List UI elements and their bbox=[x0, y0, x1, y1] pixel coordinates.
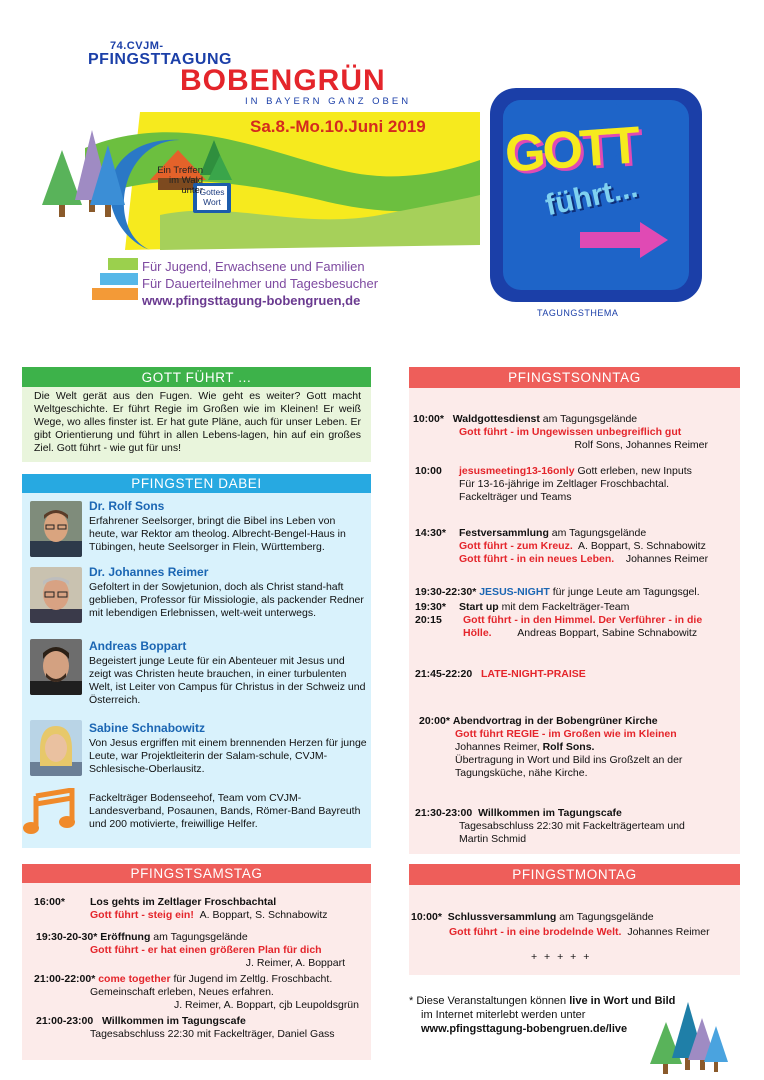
theme-label: TAGUNGSTHEMA bbox=[537, 308, 619, 318]
intro-title: GOTT FÜHRT ... bbox=[141, 369, 252, 385]
so-d1-rest: mit dem Fackelträger-Team bbox=[501, 601, 630, 613]
trees-icon bbox=[648, 992, 728, 1076]
sonntag-f bbox=[409, 715, 740, 780]
speaker-1-name: Dr. Rolf Sons bbox=[89, 499, 165, 513]
photo-rolf-sons bbox=[30, 501, 82, 557]
intro-header bbox=[22, 367, 371, 387]
theme-gott: GOTT bbox=[503, 116, 640, 184]
so-c-who1: A. Boppart, S. Schnabowitz bbox=[578, 540, 706, 552]
mo-a-red: Gott führt - in eine brodelnde Welt. bbox=[449, 926, 622, 938]
footnote-l2: im Internet miterlebt werden unter bbox=[421, 1009, 586, 1021]
so-d-line1 bbox=[409, 586, 740, 599]
sa-1-title: Los gehts im Zeltlager Froschbachtal bbox=[90, 896, 277, 908]
so-d-rest: für junge Leute am Tagungsgel. bbox=[552, 586, 700, 598]
header-edition: 74.CVJM- bbox=[110, 40, 164, 52]
so-d1-time: 19:30* bbox=[415, 601, 446, 613]
so-d2-l2 bbox=[409, 627, 740, 640]
header-subtitle: IN BAYERN GANZ OBEN bbox=[245, 96, 412, 107]
montag-header bbox=[409, 864, 740, 885]
so-a-time: 10:00* bbox=[413, 413, 444, 425]
stripe-blue bbox=[100, 273, 138, 285]
music-notes-icon bbox=[22, 788, 80, 836]
so-d2-time: 20:15 bbox=[415, 614, 442, 626]
sa-4-time: 21:00-23:00 bbox=[36, 1015, 94, 1027]
photo-sabine-schnabowitz bbox=[30, 720, 82, 776]
so-a-l3 bbox=[409, 439, 740, 452]
sa-2-red: Gott führt - er hat einen größeren Plan für dich bbox=[90, 944, 322, 956]
speakers-title: PFINGSTEN DABEI bbox=[131, 476, 262, 491]
so-e-time: 21:45-22:20 bbox=[415, 668, 473, 680]
speakers-header bbox=[22, 474, 371, 493]
footnote-l1a: * Diese Veranstaltungen können bbox=[409, 995, 567, 1007]
sa-1-who: A. Boppart, S. Schnabowitz bbox=[199, 909, 328, 921]
header-date: Sa.8.-Mo.10.Juni 2019 bbox=[250, 117, 426, 136]
samstag-header bbox=[22, 864, 371, 883]
speaker-1 bbox=[89, 500, 367, 554]
sonntag-c bbox=[409, 527, 740, 566]
so-f-title: Abendvortrag in der Bobengrüner Kirche bbox=[452, 715, 658, 727]
sa-3-rest: für Jugend im Zeltlg. Froschbacht. bbox=[173, 973, 333, 985]
tagline bbox=[145, 166, 203, 196]
sa-event-2 bbox=[22, 931, 371, 944]
sa-4-l2: Tagesabschluss 22:30 mit Fackelträger, Daniel Gass bbox=[90, 1028, 335, 1040]
theme-fuehrt: führt... bbox=[542, 170, 641, 223]
so-g-line1 bbox=[409, 807, 740, 820]
so-c-red2: Gott führt - in ein neues Leben. bbox=[459, 553, 615, 565]
so-d-title: JESUS-NIGHT bbox=[479, 586, 550, 598]
mo-a-l2 bbox=[409, 926, 740, 939]
so-a-title: Waldgottesdienst bbox=[452, 413, 540, 425]
bible-label-line2: Wort bbox=[203, 197, 221, 207]
so-a-l2 bbox=[409, 426, 740, 439]
so-d2-red2: Hölle. bbox=[463, 627, 492, 639]
so-d2 bbox=[409, 614, 740, 627]
samstag-title: PFINGSTSAMSTAG bbox=[130, 866, 263, 881]
montag-title: PFINGSTMONTAG bbox=[512, 867, 637, 882]
so-b-title: jesusmeeting13-16only bbox=[459, 465, 575, 477]
speaker-2-name: Dr. Johannes Reimer bbox=[89, 565, 209, 579]
so-d-time: 19:30-22:30* bbox=[415, 586, 477, 598]
sa-event-4 bbox=[22, 1015, 371, 1028]
montag-schedule bbox=[409, 911, 740, 964]
sa-event-2-line3 bbox=[22, 957, 371, 970]
sonntag-b bbox=[409, 465, 740, 504]
sa-event-2-line2 bbox=[22, 944, 371, 957]
tagline-line1: Ein Treffen bbox=[157, 165, 203, 176]
header-pfingsttagung: PFINGSTTAGUNG bbox=[88, 51, 232, 68]
sa-2-who: J. Reimer, A. Boppart bbox=[245, 957, 345, 969]
speaker-3 bbox=[89, 640, 367, 707]
sa-3-l2: Gemeinschaft erleben, Neues erfahren. bbox=[90, 986, 274, 998]
so-c-l3 bbox=[409, 553, 740, 566]
bible-label bbox=[197, 187, 227, 207]
mo-stars: + + + + + bbox=[531, 951, 592, 963]
speaker-1-text: Erfahrener Seelsorger, bringt die Bibel ins Leben von heute, war Rektor am theolog. Albrecht-Bengel-Haus in Tübingen, heute Seelsorger in Flein, Württemberg. bbox=[89, 515, 346, 553]
so-a-place: am Tagungsgelände bbox=[542, 413, 638, 425]
sonntag-e bbox=[409, 668, 740, 681]
so-a-who: Rolf Sons, Johannes Reimer bbox=[574, 439, 708, 451]
header-bobengruen: BOBENGRÜN bbox=[180, 64, 386, 97]
so-f-l5: Tagungsküche, nähe Kirche. bbox=[455, 767, 588, 779]
photo-andreas-boppart bbox=[30, 639, 82, 695]
so-g-l3: Martin Schmid bbox=[459, 833, 527, 845]
sa-3-title: come together bbox=[98, 973, 171, 985]
stripe-green bbox=[108, 258, 138, 270]
header-line-audience: Für Jugend, Erwachsene und Familien bbox=[142, 259, 365, 274]
sa-event-4-line2 bbox=[22, 1028, 371, 1041]
so-g-time: 21:30-23:00 bbox=[415, 807, 473, 819]
mo-a-who: Johannes Reimer bbox=[627, 926, 710, 938]
tagline-line2: im Wald bbox=[169, 175, 203, 186]
sonntag-header bbox=[409, 367, 740, 388]
sonntag-d bbox=[409, 586, 740, 640]
so-b-time: 10:00 bbox=[415, 465, 442, 477]
footnote-url[interactable]: www.pfingsttagung-bobengruen.de/live bbox=[421, 1023, 628, 1035]
sa-event-1-line2 bbox=[22, 909, 371, 922]
tagline-line3: unter bbox=[181, 185, 203, 196]
sa-3-time: 21:00-22:00* bbox=[34, 973, 96, 985]
header-website[interactable]: www.pfingsttagung-bobengruen,de bbox=[142, 293, 361, 308]
samstag-schedule bbox=[22, 896, 371, 1041]
so-g-title: Willkommen im Tagungscafe bbox=[478, 807, 622, 819]
so-f-time: 20:00* bbox=[419, 715, 450, 727]
speaker-2 bbox=[89, 566, 367, 620]
sa-2-title: Eröffnung bbox=[100, 931, 151, 943]
speaker-3-text: Begeistert junge Leute für ein Abenteuer mit Jesus und zeigt was Christen heute brauchen, in einer turbulenten Welt, ist Leiter von Campus für Christus in der Schweiz und Österreich. bbox=[89, 655, 366, 706]
so-b-rest: Gott erleben, new Inputs bbox=[577, 465, 692, 477]
so-f-l4: Übertragung in Wort und Bild ins Großzelt an der bbox=[455, 754, 683, 766]
speaker-4 bbox=[89, 722, 367, 776]
sa-event-3 bbox=[22, 973, 371, 986]
bible-label-line1: Gottes bbox=[199, 187, 225, 197]
mo-a-time: 10:00* bbox=[411, 911, 442, 923]
mo-a-place: am Tagungsgelände bbox=[559, 911, 654, 923]
sonntag-g bbox=[409, 807, 740, 846]
so-d2-who: Andreas Boppart, Sabine Schnabowitz bbox=[517, 627, 698, 639]
so-d2-red1: Gott führt - in den Himmel. Der Verführer - in die bbox=[463, 614, 703, 626]
sonntag-title: PFINGSTSONNTAG bbox=[508, 370, 641, 385]
header-info-lines bbox=[142, 258, 378, 309]
so-f-red: Gott führt REGIE - im Großen wie im Kleinen bbox=[455, 728, 677, 740]
mo-a-line1 bbox=[409, 911, 740, 924]
photo-johannes-reimer bbox=[30, 567, 82, 623]
sa-4-title: Willkommen im Tagungscafe bbox=[101, 1015, 246, 1027]
so-c-place: am Tagungsgelände bbox=[551, 527, 647, 539]
sa-event-3-line3 bbox=[22, 999, 371, 1012]
so-c-l2 bbox=[409, 540, 740, 553]
so-c-time: 14:30* bbox=[415, 527, 446, 539]
sa-2-time: 19:30-20-30* bbox=[36, 931, 98, 943]
mo-a-title: Schlussversammlung bbox=[447, 911, 557, 923]
so-g-l2: Tagesabschluss 22:30 mit Fackelträgerteam und bbox=[459, 820, 685, 832]
sa-2-place: am Tagungsgelände bbox=[153, 931, 248, 943]
so-a-red: Gott führt - im Ungewissen unbegreiflich gut bbox=[459, 426, 682, 438]
so-b-l2: Für 13-16-jährige im Zeltlager Froschbachtal. bbox=[459, 478, 670, 490]
speaker-4-name: Sabine Schnabowitz bbox=[89, 721, 206, 735]
so-c-who2: Johannes Reimer bbox=[625, 553, 709, 565]
so-d1-title: Start up bbox=[459, 601, 499, 613]
header-line-visitors: Für Dauerteilnehmer und Tagesbesucher bbox=[142, 276, 379, 291]
so-b-line1 bbox=[409, 465, 740, 478]
speaker-2-text: Gefoltert in der Sowjetunion, doch als Christ stand-haft geblieben, Professor für Missiologie, als packender Redner mit lebendigen Erlebnissen, welt-weit unterwegs. bbox=[89, 581, 364, 619]
intro-text: Die Welt gerät aus den Fugen. Wie geht es weiter? Gott macht Weltgeschichte. Er führt Regie im Großen wie im Kleinen! Er weiß Wege, wo alles finster ist. Er hat gute Pläne, auch für unser Leben. Er gibt Orientierung und führt in allen Lebens-lagen, hin auf ein großes Ziel. Gott führt - wie gut für uns! bbox=[34, 390, 361, 454]
footnote-l1b: live in Wort und Bild bbox=[569, 995, 676, 1007]
sa-event-1 bbox=[22, 896, 371, 909]
so-e-title: LATE-NIGHT-PRAISE bbox=[480, 668, 586, 680]
so-c-line1 bbox=[409, 527, 740, 540]
sa-1-time: 16:00* bbox=[34, 896, 65, 908]
sa-event-3-line2 bbox=[22, 986, 371, 999]
sa-3-who: J. Reimer, A. Boppart, cjb Leupoldsgrün bbox=[173, 999, 359, 1011]
so-c-title: Festversammlung bbox=[459, 527, 549, 539]
so-f-l2 bbox=[409, 728, 740, 741]
so-c-red1: Gott führt - zum Kreuz. bbox=[459, 540, 573, 552]
so-f-who2: Rolf Sons. bbox=[542, 741, 595, 753]
music-text: Fackelträger Bodenseehof, Team vom CVJM-Landesverband, Posaunen, Bands, Römer-Band Bayreuth und 200 motivierte, freiwillige Helfer. bbox=[89, 792, 361, 830]
so-f-line1 bbox=[409, 715, 740, 728]
stripe-orange bbox=[92, 288, 138, 300]
intro-panel bbox=[22, 387, 371, 462]
sonntag-schedule bbox=[409, 413, 740, 452]
sa-1-red: Gott führt - steig ein! bbox=[90, 909, 194, 921]
so-f-who: Johannes Reimer, bbox=[455, 741, 540, 753]
so-f-l3 bbox=[409, 741, 740, 754]
speaker-3-name: Andreas Boppart bbox=[89, 639, 187, 653]
so-b-l3: Fackelträger und Teams bbox=[459, 491, 572, 503]
so-a bbox=[409, 413, 740, 426]
so-d1 bbox=[409, 601, 740, 614]
speaker-4-text: Von Jesus ergriffen mit einem brennenden Herzen für junge Leute, war Projektleiterin der Salam-schule, CVJM-Schlesische-Oberlausitz. bbox=[89, 737, 367, 775]
